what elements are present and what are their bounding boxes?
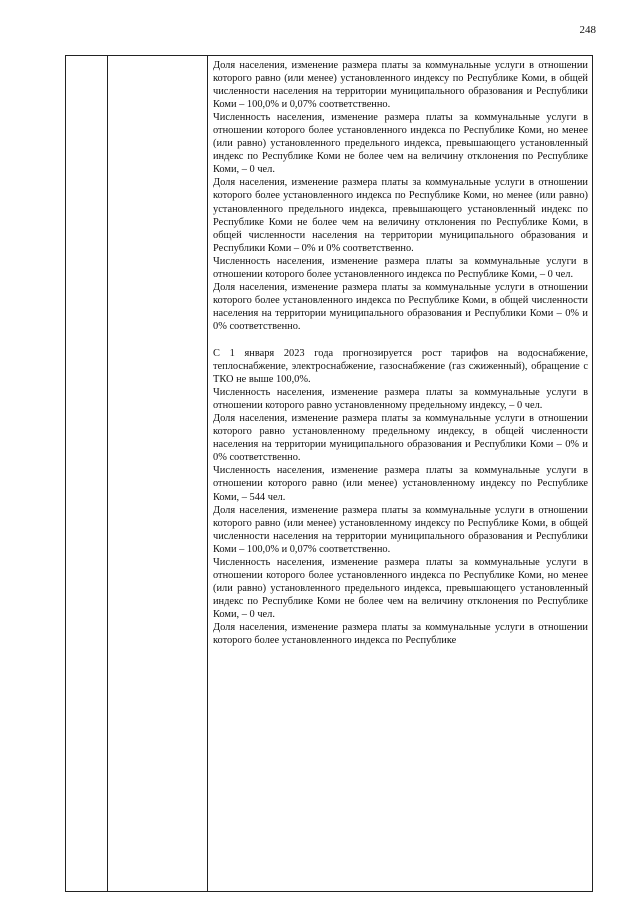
table-row xyxy=(66,56,593,892)
table-cell-empty-1 xyxy=(66,56,108,892)
paragraph: Численность населения, изменение размера платы за коммунальные услуги в отношении которого более установленного индекса по Республике Коми, но менее (или равно) установленного предельного индекса, превышающего установленный индекс по Республике Коми не более чем на величину отклонения по Республике Коми, – 0 чел. xyxy=(213,556,588,620)
paragraph: С 1 января 2023 года прогнозируется рост тарифов на водоснабжение, теплоснабжение, электроснабжение, газоснабжение (газ сжиженный), обращение с ТКО не выше 100,0%. xyxy=(213,347,588,386)
paragraph: Доля населения, изменение размера платы за коммунальные услуги в отношении которого более установленного индекса по Республике xyxy=(213,621,588,647)
paragraph: Численность населения, изменение размера платы за коммунальные услуги в отношении которого равно установленному предельному индексу, – 0 чел. xyxy=(213,387,588,412)
document-table xyxy=(65,55,593,892)
paragraph: Численность населения, изменение размера платы за коммунальные услуги в отношении которого равно (или менее) установленному индексу по Республике Коми, – 544 чел. xyxy=(213,465,588,503)
paragraph: Доля населения, изменение размера платы за коммунальные услуги в отношении которого равно (или менее) установленному индексу по Республике Коми, в общей численности населения на территории муниципального образования и Республики Коми – 100,0% и 0,07% соответственно. xyxy=(213,504,588,555)
page-number: 248 xyxy=(579,24,596,36)
paragraph: Численность населения, изменение размера платы за коммунальные услуги в отношении которого более установленного индекса по Республике Коми, – 0 чел. xyxy=(213,255,588,280)
paragraph: Численность населения, изменение размера платы за коммунальные услуги в отношении которого более установленного индекса по Республике Коми, но менее (или равно) установленного предельного индекса, превышающего установленный индекс по Республике Коми не более чем на величину отклонения по Республике Коми, – 0 чел. xyxy=(213,112,588,176)
table-cell-text xyxy=(208,56,593,892)
paragraph: Доля населения, изменение размера платы за коммунальные услуги в отношении которого более установленного индекса по Республике Коми, но менее (или равно) установленного предельного индекса, превышающего установленный индекс по Республике Коми не более чем на величину отклонения по Республике Коми, в общей численности населения на территории муниципального образования и Республики Коми – 0% и 0% соответственно. xyxy=(213,177,588,254)
paragraph: Доля населения, изменение размера платы за коммунальные услуги в отношении которого равно (или менее) установленного индексу по Республике Коми, в общей численности населения на территории муниципального образования и Республики Коми – 100,0% и 0,07% соответственно. xyxy=(213,60,588,111)
paragraph: Доля населения, изменение размера платы за коммунальные услуги в отношении которого равно установленному предельному индексу, в общей численности населения на территории муниципального образования и Республики Коми – 0% и 0% соответственно. xyxy=(213,413,588,464)
paragraph: Доля населения, изменение размера платы за коммунальные услуги в отношении которого более установленного индекса по Республике Коми, в общей численности населения на территории муниципального образования и Республики Коми – 0% и 0% соответственно. xyxy=(213,281,588,332)
table-cell-empty-2 xyxy=(108,56,208,892)
